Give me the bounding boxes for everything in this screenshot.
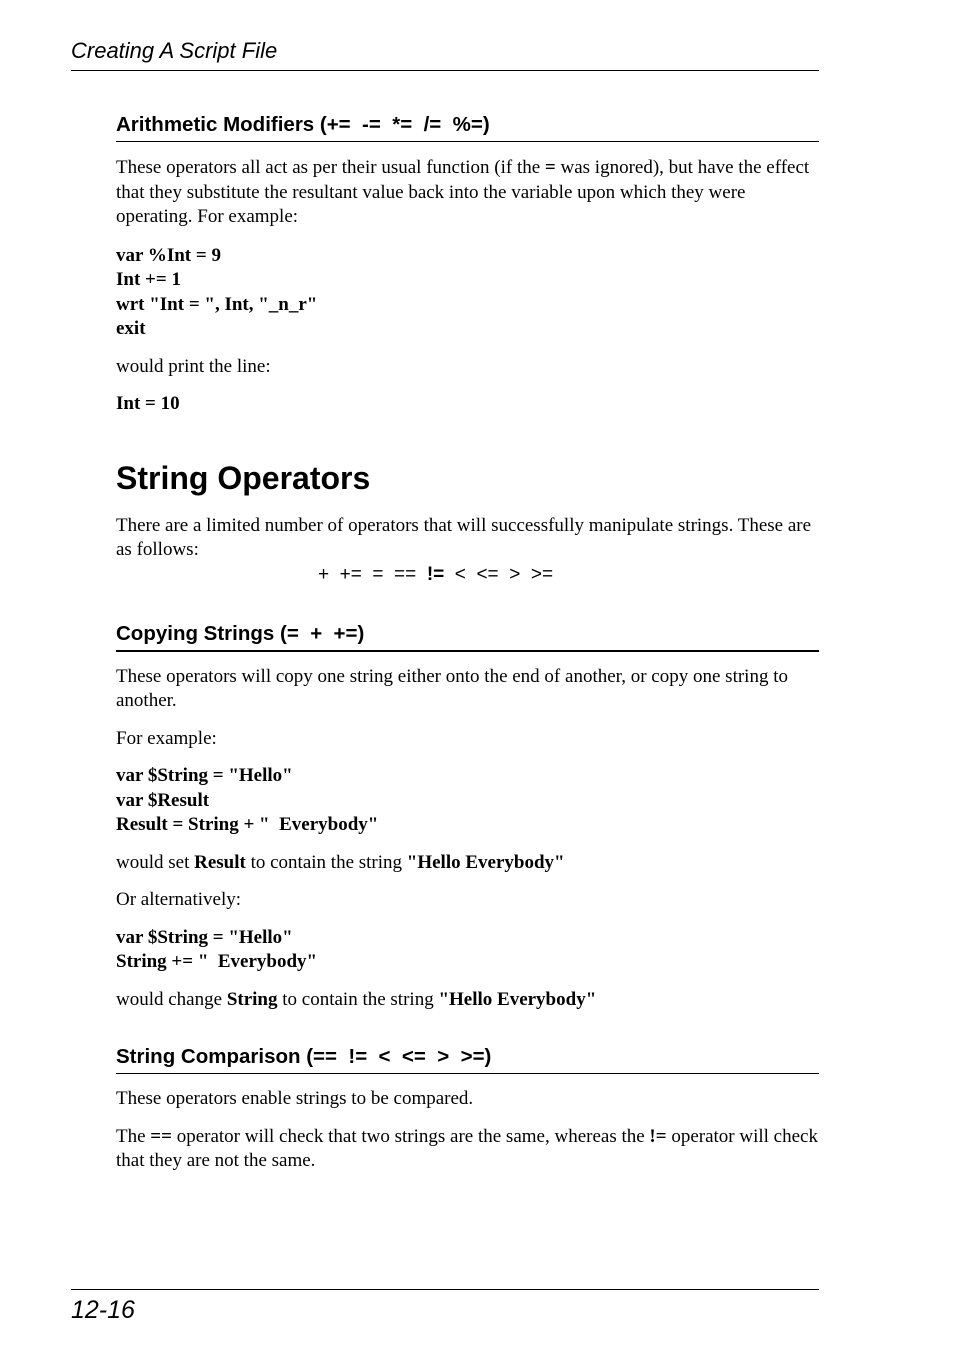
copying-code-example-1: var $String = "Hello" var $Result Result = String + " Everybody" <box>116 765 379 835</box>
copying-code-example-2: var $String = "Hello" String += " Everybody" <box>116 926 318 972</box>
copying-strings-heading: Copying Strings (= + +=) <box>116 619 819 652</box>
prints-line-text: would print the line: <box>116 355 271 377</box>
page-number: 12-16 <box>71 1296 135 1324</box>
string-comparison-heading: String Comparison (== != < <= > >=) <box>116 1042 819 1074</box>
page-content <box>116 110 819 1174</box>
header-rule <box>71 70 819 71</box>
running-head: Creating A Script File <box>71 38 278 63</box>
copying-result-1: would set Result to contain the string "Hello Everybody" <box>116 851 565 873</box>
string-operators-heading: String Operators <box>116 459 371 496</box>
for-example-text: For example: <box>116 727 217 749</box>
string-comparison-description: The == operator will check that two strings are the same, whereas the != operator will check that they are not the same. <box>116 1125 818 1171</box>
copying-strings-intro: These operators will copy one string either onto the end of another, or copy one string to another. <box>116 665 788 711</box>
arithmetic-modifiers-heading: Arithmetic Modifiers (+= -= *= /= %=) <box>116 110 819 142</box>
alternatively-text: Or alternatively: <box>116 889 242 910</box>
arithmetic-code-example: var %Int = 9 Int += 1 wrt "Int = ", Int, "_n_r" exit <box>116 244 318 339</box>
string-comparison-intro: These operators enable strings to be compared. <box>116 1088 474 1109</box>
arithmetic-output: Int = 10 <box>116 393 180 414</box>
copying-result-2: would change String to contain the string "Hello Everybody" <box>116 988 597 1010</box>
arithmetic-description: These operators all act as per their usual function (if the = was ignored), but have the effect that they substitute the resultant value back into the variable upon which they were operating. For example: <box>116 157 810 227</box>
string-operators-intro: There are a limited number of operators that will successfully manipulate strings. These are as follows: <box>116 514 812 560</box>
string-operator-list: + += = == != < <= > >= <box>318 563 554 585</box>
footer-rule <box>71 1289 819 1290</box>
